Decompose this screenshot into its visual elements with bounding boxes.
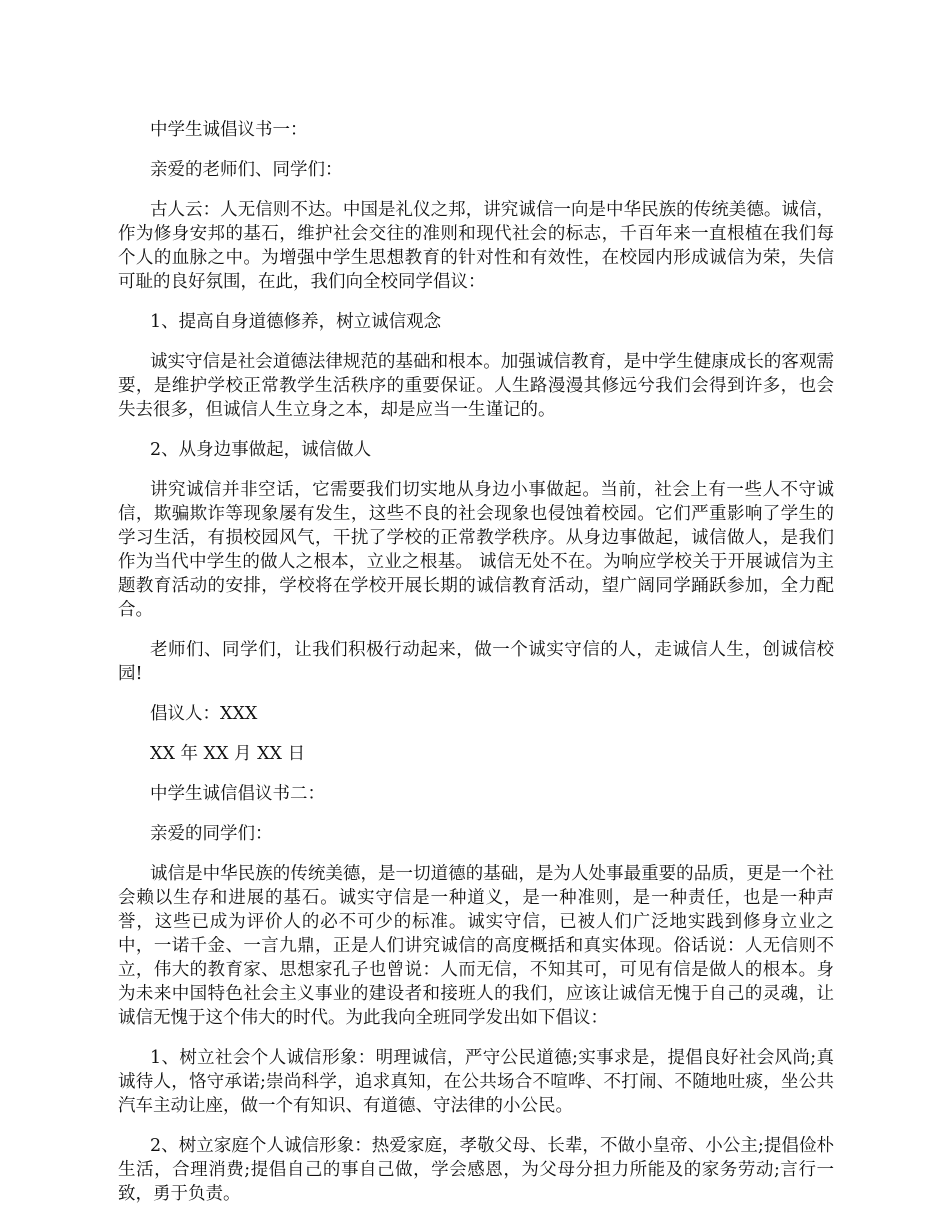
point-one-heading: 1、提高自身道德修养，树立诚信观念	[150, 312, 442, 332]
intro-paragraph: 古人云：人无信则不达。中国是礼仪之邦，讲究诚信一向是中华民族的传统美德。诚信，作为修身安邦的基石，维护社会交往的准则和现代社会的标志，千百年来一直根植在我们每个人的血脉之中。为增强中学生思想教育的针对性和有效性，在校园内形成诚信为荣，失信可耻的良好氛围，在此，我们向全校同学倡议：	[118, 200, 834, 292]
greeting-students: 亲爱的同学们：	[150, 824, 273, 844]
point-one-body: 诚实守信是社会道德法律规范的基础和根本。加强诚信教育，是中学生健康成长的客观需要，是维护学校正常教学生活秩序的重要保证。人生路漫漫其修远兮我们会得到许多，也会失去很多，但诚信人生立身之本，却是应当一生谨记的。	[118, 352, 834, 420]
heading-proposal-two: 中学生诚信倡议书二：	[150, 784, 325, 804]
proposal-two-intro: 诚信是中华民族的传统美德，是一切道德的基础，是为人处事最重要的品质，更是一个社会赖以生存和进展的基石。诚实守信是一种道义，是一种准则，是一种责任，也是一种声誉，这些已成为评价人的必不可少的标准。诚实守信，已被人们广泛地实践到修身立业之中，一诺千金、一言九鼎，正是人们讲究诚信的高度概括和真实体现。俗话说：人无信则不立，伟大的教育家、思想家孔子也曾说：人而无信，不知其可，可见有信是做人的根本。身为未来中国特色社会主义事业的建设者和接班人的我们，应该让诚信无愧于自己的灵魂，让诚信无愧于这个伟大的时代。为此我向全班同学发出如下倡议：	[118, 864, 834, 1028]
date-line: XX 年 XX 月 XX 日	[150, 744, 306, 764]
proposal-two-point-two: 2、树立家庭个人诚信形象：热爱家庭，孝敬父母、长辈，不做小皇帝、小公主;提倡俭朴生活，合理消费;提倡自己的事自己做，学会感恩，为父母分担力所能及的家务劳动;言行一致，勇于负责。	[118, 1136, 834, 1204]
closing-call: 老师们、同学们，让我们积极行动起来，做一个诚实守信的人，走诚信人生，创诚信校园!	[118, 640, 834, 684]
signature-line: 倡议人：XXX	[150, 704, 258, 724]
greeting-teachers-students: 亲爱的老师们、同学们：	[150, 160, 343, 180]
heading-proposal-one: 中学生诚倡议书一：	[150, 120, 308, 140]
document-page	[118, 118, 834, 1222]
point-two-body: 讲究诚信并非空话，它需要我们切实地从身边小事做起。当前，社会上有一些人不守诚信，欺骗欺诈等现象屡有发生，这些不良的社会现象也侵蚀着校园。它们严重影响了学生的学习生活，有损校园风气，干扰了学校的正常教学秩序。从身边事做起，诚信做人，是我们作为当代中学生的做人之根本，立业之根基。 诚信无处不在。为响应学校关于开展诚信为主题教育活动的安排，学校将在学校开展长期的诚信教育活动，望广阔同学踊跃参加，全力配合。	[118, 480, 834, 620]
point-two-heading: 2、从身边事做起，诚信做人	[150, 440, 372, 460]
proposal-two-point-one: 1、树立社会个人诚信形象：明理诚信，严守公民道德;实事求是，提倡良好社会风尚;真诚待人，恪守承诺;崇尚科学，追求真知，在公共场合不喧哗、不打闹、不随地吐痰，坐公共汽车主动让座，做一个有知识、有道德、守法律的小公民。	[118, 1048, 834, 1116]
